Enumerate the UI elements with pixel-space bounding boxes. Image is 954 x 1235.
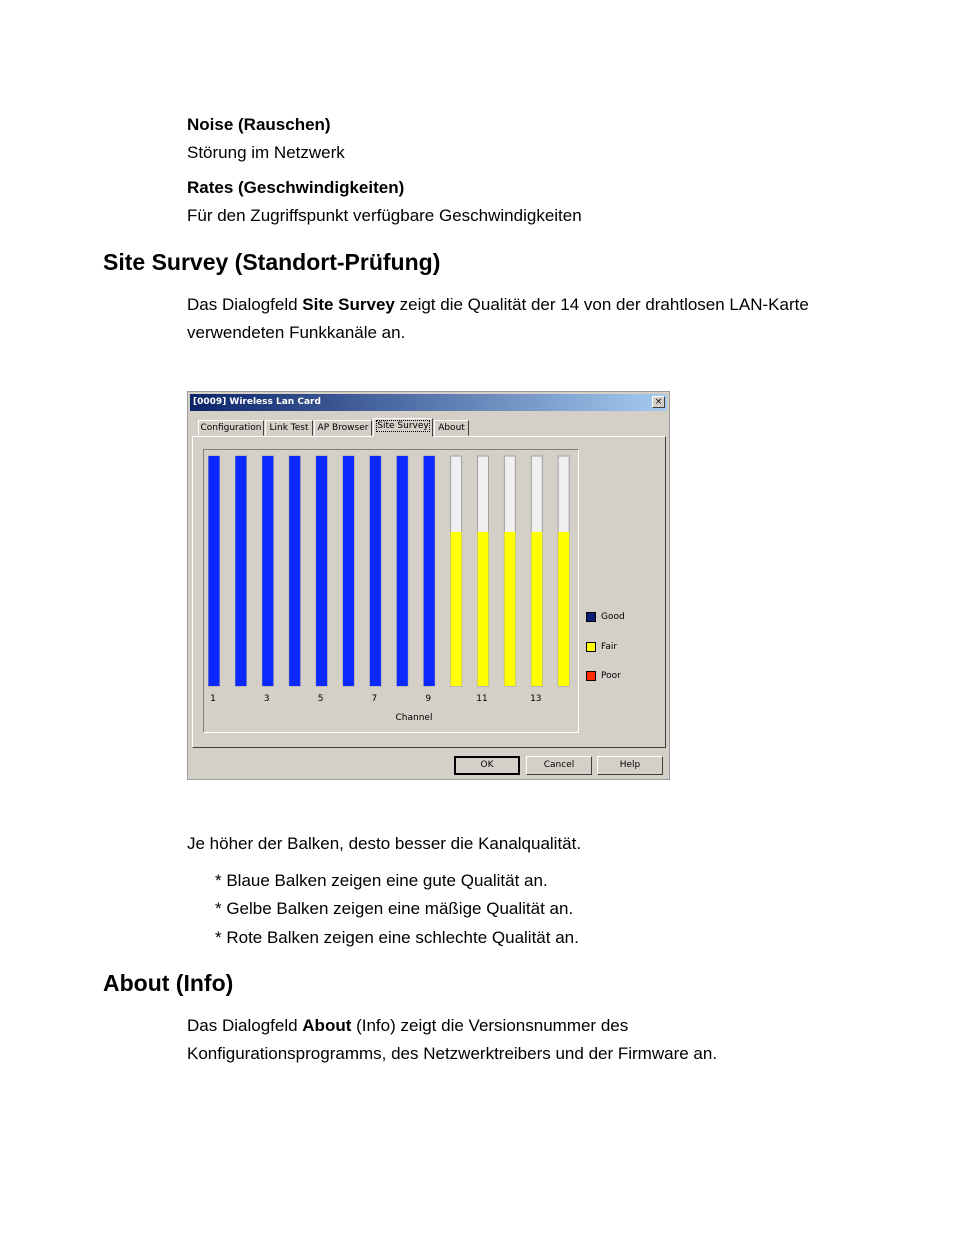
x-axis-label: Channel: [395, 713, 433, 723]
dialog-titlebar: [190, 394, 667, 411]
legend-poor-label: Poor: [601, 671, 621, 681]
explain-intro: Je höher der Balken, desto besser die Kanalqualität.: [187, 834, 582, 853]
cancel-button[interactable]: [526, 756, 592, 775]
tick-label-11: 11: [476, 694, 488, 704]
site-survey-paragraph-post: zeigt die Qualität der 14 von der drahtlosen LAN-Karte verwendeten Funkkanäle an.: [187, 295, 809, 342]
about-paragraph-pre: Das Dialogfeld: [187, 1016, 303, 1035]
noise-title: Noise (Rauschen): [187, 115, 331, 134]
help-button[interactable]: [597, 756, 663, 775]
dialog-title: [0009] Wireless Lan Card: [193, 397, 321, 407]
tab-about[interactable]: [434, 420, 469, 436]
channel-4-bar: [289, 456, 300, 686]
tab-site-survey-label: Site Survey: [377, 421, 429, 431]
channel-7-bar: [370, 456, 381, 686]
channel-11-bar: [478, 532, 489, 686]
channel-6-bar: [343, 456, 354, 686]
tab-configuration-label: Configuration: [200, 423, 262, 433]
tick-label-3: 3: [263, 694, 270, 704]
close-icon: ×: [654, 397, 663, 407]
cancel-button-label: Cancel: [543, 760, 575, 770]
about-paragraph: [187, 1012, 807, 1068]
tick-label-13: 13: [530, 694, 542, 704]
channel-8-bar: [397, 456, 408, 686]
about-heading: About (Info): [103, 970, 234, 996]
tab-site-survey[interactable]: [373, 418, 433, 437]
tab-about-label: About: [438, 423, 465, 433]
channel-10-bar: [451, 532, 462, 686]
rates-description: Für den Zugriffspunkt verfügbare Geschwindigkeiten: [187, 206, 582, 225]
site-survey-paragraph-bold: Site Survey: [302, 295, 395, 314]
about-paragraph-post: (Info) zeigt die Versionsnummer des Konfigurationsprogramms, des Netzwerktreibers und der Firmware an.: [187, 1016, 718, 1063]
wireless-lan-card-dialog: [187, 391, 670, 780]
channel-chart-frame: [203, 449, 579, 733]
rates-title: Rates (Geschwindigkeiten): [187, 178, 405, 197]
about-paragraph-bold: About: [302, 1016, 352, 1035]
tab-ap-browser-label: AP Browser: [317, 423, 369, 433]
legend-good-label: Good: [601, 612, 625, 622]
ok-button-label: OK: [480, 760, 494, 770]
tick-label-1: 1: [210, 694, 216, 704]
tab-link-test-label: Link Test: [269, 423, 309, 433]
legend-fair-swatch: [586, 642, 596, 652]
channel-2-bar: [235, 456, 246, 686]
channel-5-bar: [316, 456, 327, 686]
legend-fair-label: Fair: [601, 642, 618, 652]
channel-13-bar: [531, 532, 542, 686]
noise-description: Störung im Netzwerk: [187, 143, 345, 162]
site-survey-heading: Site Survey (Standort-Prüfung): [103, 249, 441, 275]
tick-label-5: 5: [317, 694, 324, 704]
ok-button[interactable]: [454, 756, 520, 775]
site-survey-paragraph: [187, 291, 847, 347]
channel-14-bar: [558, 532, 569, 686]
tab-configuration[interactable]: [198, 420, 264, 436]
channel-3-bar: [262, 456, 273, 686]
channel-quality-chart: [204, 450, 578, 732]
site-survey-paragraph-pre: Das Dialogfeld: [187, 295, 303, 314]
legend-good-swatch: [586, 612, 596, 622]
help-button-label: Help: [619, 760, 641, 770]
explain-item-red: * Rote Balken zeigen eine schlechte Qualität an.: [215, 928, 579, 947]
tick-label-7: 7: [371, 694, 378, 704]
tick-label-9: 9: [425, 694, 432, 704]
channel-12-bar: [504, 532, 515, 686]
site-survey-panel: [192, 436, 666, 748]
channel-1-bar: [209, 456, 220, 686]
tab-ap-browser[interactable]: [314, 420, 372, 436]
channel-9-bar: [424, 456, 435, 686]
explain-item-blue: * Blaue Balken zeigen eine gute Qualität an.: [215, 871, 548, 890]
close-button[interactable]: [652, 396, 665, 408]
explain-item-yellow: * Gelbe Balken zeigen eine mäßige Qualität an.: [215, 899, 574, 918]
tab-link-test[interactable]: [265, 420, 313, 436]
legend-poor-swatch: [586, 671, 596, 681]
